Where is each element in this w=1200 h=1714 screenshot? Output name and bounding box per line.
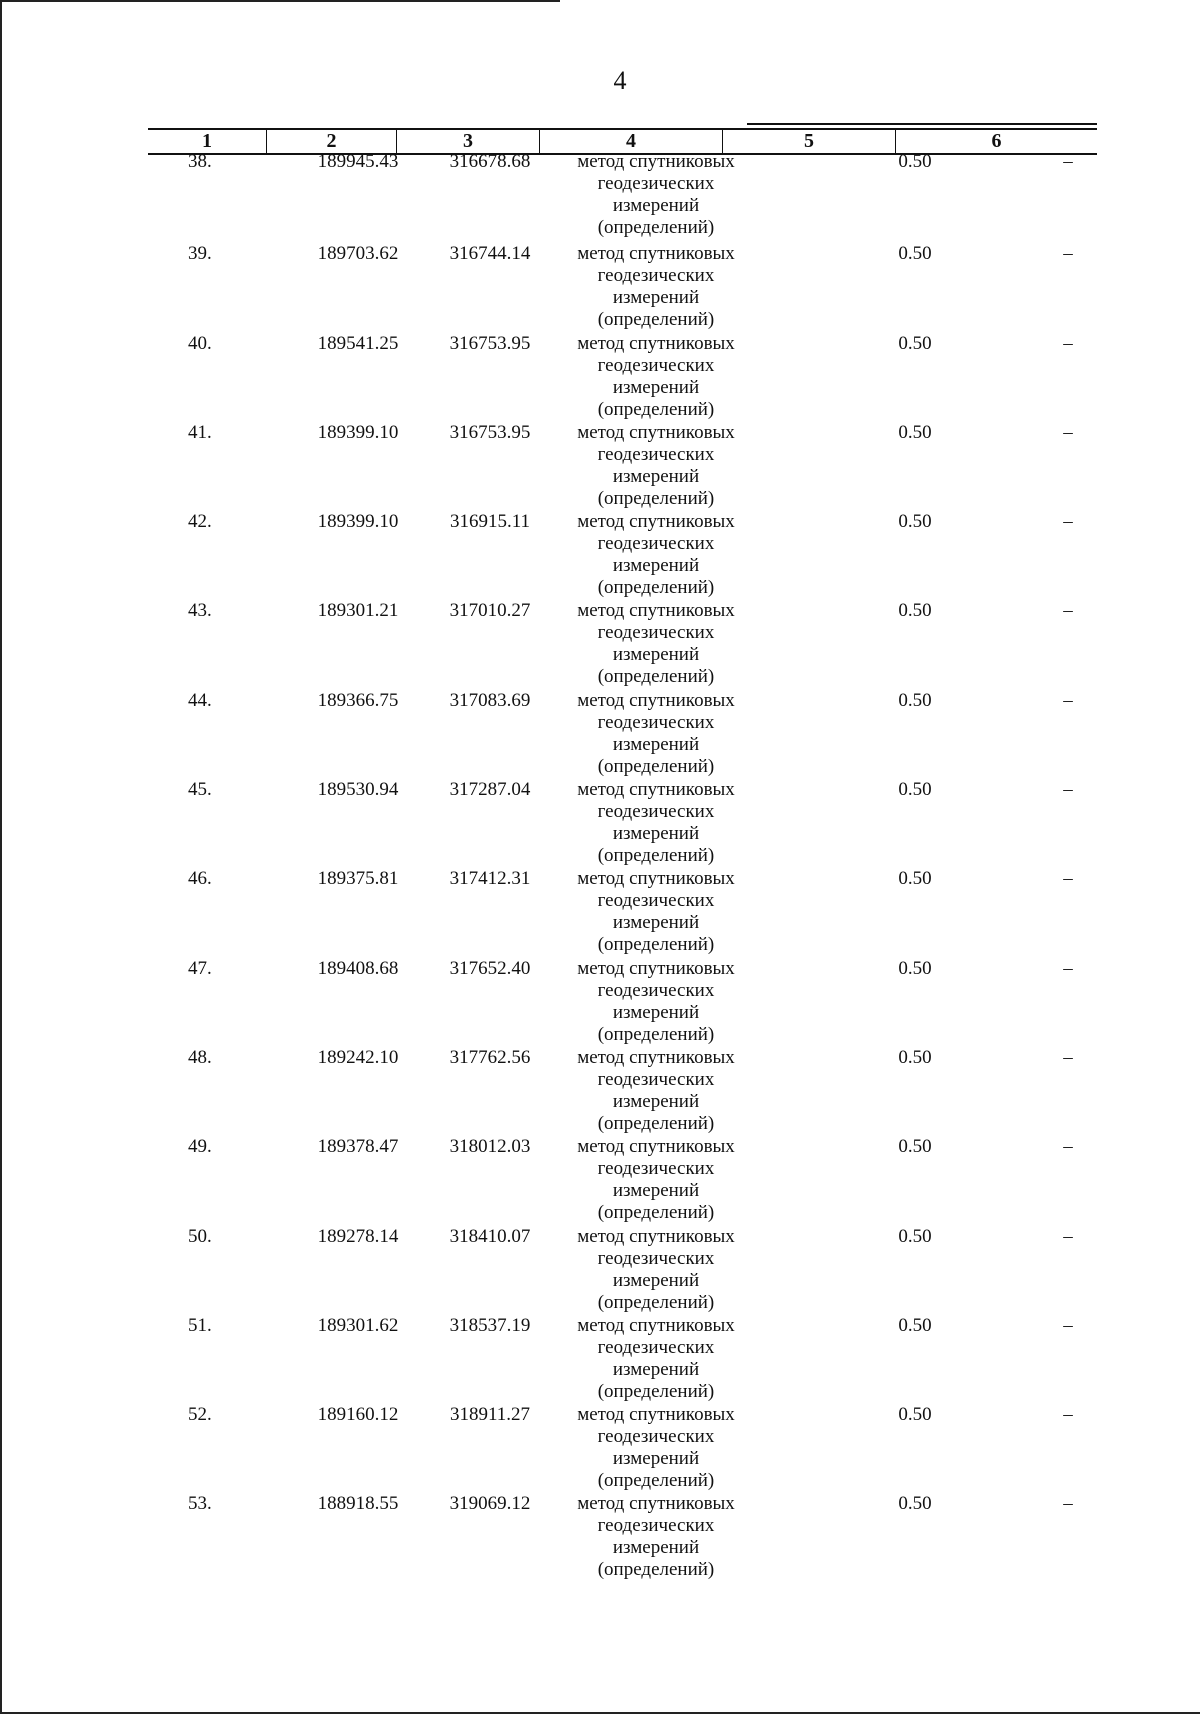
table-row (148, 1047, 1097, 1136)
point-number: 39. (188, 243, 212, 265)
note-value: – (1063, 1314, 1073, 1336)
coordinate-y: 318012.03 (449, 1136, 531, 1158)
determination-method: метод спутниковых геодезических измерений (определений) (577, 957, 735, 1045)
note-value: – (1063, 1136, 1073, 1158)
determination-method: метод спутниковых геодезических измерений (определений) (577, 421, 735, 509)
scan-border-left (0, 0, 2, 1714)
coordinate-x: 189366.75 (317, 689, 399, 711)
point-number: 43. (188, 600, 212, 622)
point-number: 52. (188, 1404, 212, 1426)
point-number: 53. (188, 1493, 212, 1515)
accuracy-value: 0.50 (898, 600, 932, 622)
coordinate-x: 189399.10 (317, 421, 399, 443)
coordinate-x: 189278.14 (317, 1225, 399, 1247)
note-value: – (1063, 1046, 1073, 1068)
accuracy-value: 0.50 (898, 1493, 932, 1515)
coordinate-y: 317412.31 (449, 868, 531, 890)
coordinate-x: 189242.10 (317, 1046, 399, 1068)
note-value: – (1063, 421, 1073, 443)
coordinate-y: 318537.19 (449, 1314, 531, 1336)
coordinate-x: 189301.21 (317, 600, 399, 622)
determination-method: метод спутниковых геодезических измерений (определений) (577, 1404, 735, 1492)
coordinate-y: 319069.12 (449, 1493, 531, 1515)
coordinate-x: 189160.12 (317, 1404, 399, 1426)
coordinate-y: 317010.27 (449, 600, 531, 622)
accuracy-value: 0.50 (898, 1314, 932, 1336)
determination-method: метод спутниковых геодезических измерений (определений) (577, 1314, 735, 1402)
column-header-5: 5 (722, 129, 895, 153)
coordinate-x: 188918.55 (317, 1493, 399, 1515)
table-row (148, 600, 1097, 689)
table-body (148, 151, 1097, 1583)
column-header-3: 3 (396, 129, 539, 153)
determination-method: метод спутниковых геодезических измерений (определений) (577, 779, 735, 867)
coordinate-y: 316678.68 (449, 151, 531, 172)
coordinate-x: 189703.62 (317, 243, 399, 265)
coordinate-y: 318911.27 (449, 1404, 531, 1426)
coordinate-x: 189541.25 (317, 332, 399, 354)
table-row (148, 1226, 1097, 1315)
accuracy-value: 0.50 (898, 779, 932, 801)
determination-method: метод спутниковых геодезических измерений (определений) (577, 868, 735, 956)
table-row (148, 151, 1097, 243)
table-row (148, 243, 1097, 332)
accuracy-value: 0.50 (898, 1046, 932, 1068)
table-row (148, 333, 1097, 422)
scan-border-bottom (0, 1712, 1200, 1714)
point-number: 45. (188, 779, 212, 801)
coordinate-x: 189378.47 (317, 1136, 399, 1158)
note-value: – (1063, 151, 1073, 172)
coordinate-x: 189301.62 (317, 1314, 399, 1336)
accuracy-value: 0.50 (898, 1225, 932, 1247)
coordinate-x: 189375.81 (317, 868, 399, 890)
determination-method: метод спутниковых геодезических измерений (определений) (577, 1046, 735, 1134)
point-number: 50. (188, 1225, 212, 1247)
determination-method: метод спутниковых геодезических измерений (определений) (577, 243, 735, 331)
point-number: 49. (188, 1136, 212, 1158)
accuracy-value: 0.50 (898, 1136, 932, 1158)
accuracy-value: 0.50 (898, 243, 932, 265)
table-row (148, 868, 1097, 957)
column-header-2: 2 (266, 129, 396, 153)
point-number: 38. (188, 151, 212, 172)
determination-method: метод спутниковых геодезических измерений (определений) (577, 1136, 735, 1224)
scan-border-top (0, 0, 560, 2)
page-number: 4 (613, 66, 627, 95)
note-value: – (1063, 868, 1073, 890)
point-number: 46. (188, 868, 212, 890)
determination-method: метод спутниковых геодезических измерений (определений) (577, 1493, 735, 1581)
table-row (148, 690, 1097, 779)
accuracy-value: 0.50 (898, 957, 932, 979)
point-number: 42. (188, 511, 212, 533)
coordinate-y: 316753.95 (449, 421, 531, 443)
point-number: 40. (188, 332, 212, 354)
determination-method: метод спутниковых геодезических измерений (определений) (577, 511, 735, 599)
note-value: – (1063, 511, 1073, 533)
note-value: – (1063, 243, 1073, 265)
table-row (148, 958, 1097, 1047)
determination-method: метод спутниковых геодезических измерений (определений) (577, 600, 735, 688)
coordinate-y: 316744.14 (449, 243, 531, 265)
coordinate-y: 317652.40 (449, 957, 531, 979)
determination-method: метод спутниковых геодезических измерений (определений) (577, 689, 735, 777)
coordinate-y: 317762.56 (449, 1046, 531, 1068)
coordinate-y: 316915.11 (449, 511, 531, 533)
point-number: 48. (188, 1046, 212, 1068)
table-top-rule (747, 123, 1097, 125)
accuracy-value: 0.50 (898, 421, 932, 443)
coordinate-y: 317287.04 (449, 779, 531, 801)
note-value: – (1063, 1493, 1073, 1515)
note-value: – (1063, 689, 1073, 711)
table-header (148, 129, 1097, 153)
table-row (148, 1493, 1097, 1582)
table-row (148, 1404, 1097, 1493)
point-number: 47. (188, 957, 212, 979)
coordinate-x: 189530.94 (317, 779, 399, 801)
coordinate-x: 189945.43 (317, 151, 399, 172)
note-value: – (1063, 779, 1073, 801)
accuracy-value: 0.50 (898, 332, 932, 354)
table-row (148, 422, 1097, 511)
note-value: – (1063, 1404, 1073, 1426)
note-value: – (1063, 332, 1073, 354)
note-value: – (1063, 600, 1073, 622)
coordinate-x: 189408.68 (317, 957, 399, 979)
note-value: – (1063, 957, 1073, 979)
table-row (148, 511, 1097, 600)
accuracy-value: 0.50 (898, 151, 932, 172)
determination-method: метод спутниковых геодезических измерений (определений) (577, 332, 735, 420)
point-number: 51. (188, 1314, 212, 1336)
determination-method: метод спутниковых геодезических измерений (определений) (577, 1225, 735, 1313)
determination-method: метод спутниковых геодезических измерений (определений) (577, 151, 735, 238)
column-header-4: 4 (539, 129, 722, 153)
accuracy-value: 0.50 (898, 868, 932, 890)
table-row (148, 1136, 1097, 1225)
table-row (148, 779, 1097, 868)
column-header-1: 1 (202, 130, 212, 152)
coordinate-x: 189399.10 (317, 511, 399, 533)
coordinate-y: 317083.69 (449, 689, 531, 711)
column-header-6: 6 (895, 129, 1097, 153)
point-number: 41. (188, 421, 212, 443)
accuracy-value: 0.50 (898, 689, 932, 711)
accuracy-value: 0.50 (898, 1404, 932, 1426)
accuracy-value: 0.50 (898, 511, 932, 533)
coordinate-y: 316753.95 (449, 332, 531, 354)
coordinate-y: 318410.07 (449, 1225, 531, 1247)
table-row (148, 1315, 1097, 1404)
point-number: 44. (188, 689, 212, 711)
note-value: – (1063, 1225, 1073, 1247)
